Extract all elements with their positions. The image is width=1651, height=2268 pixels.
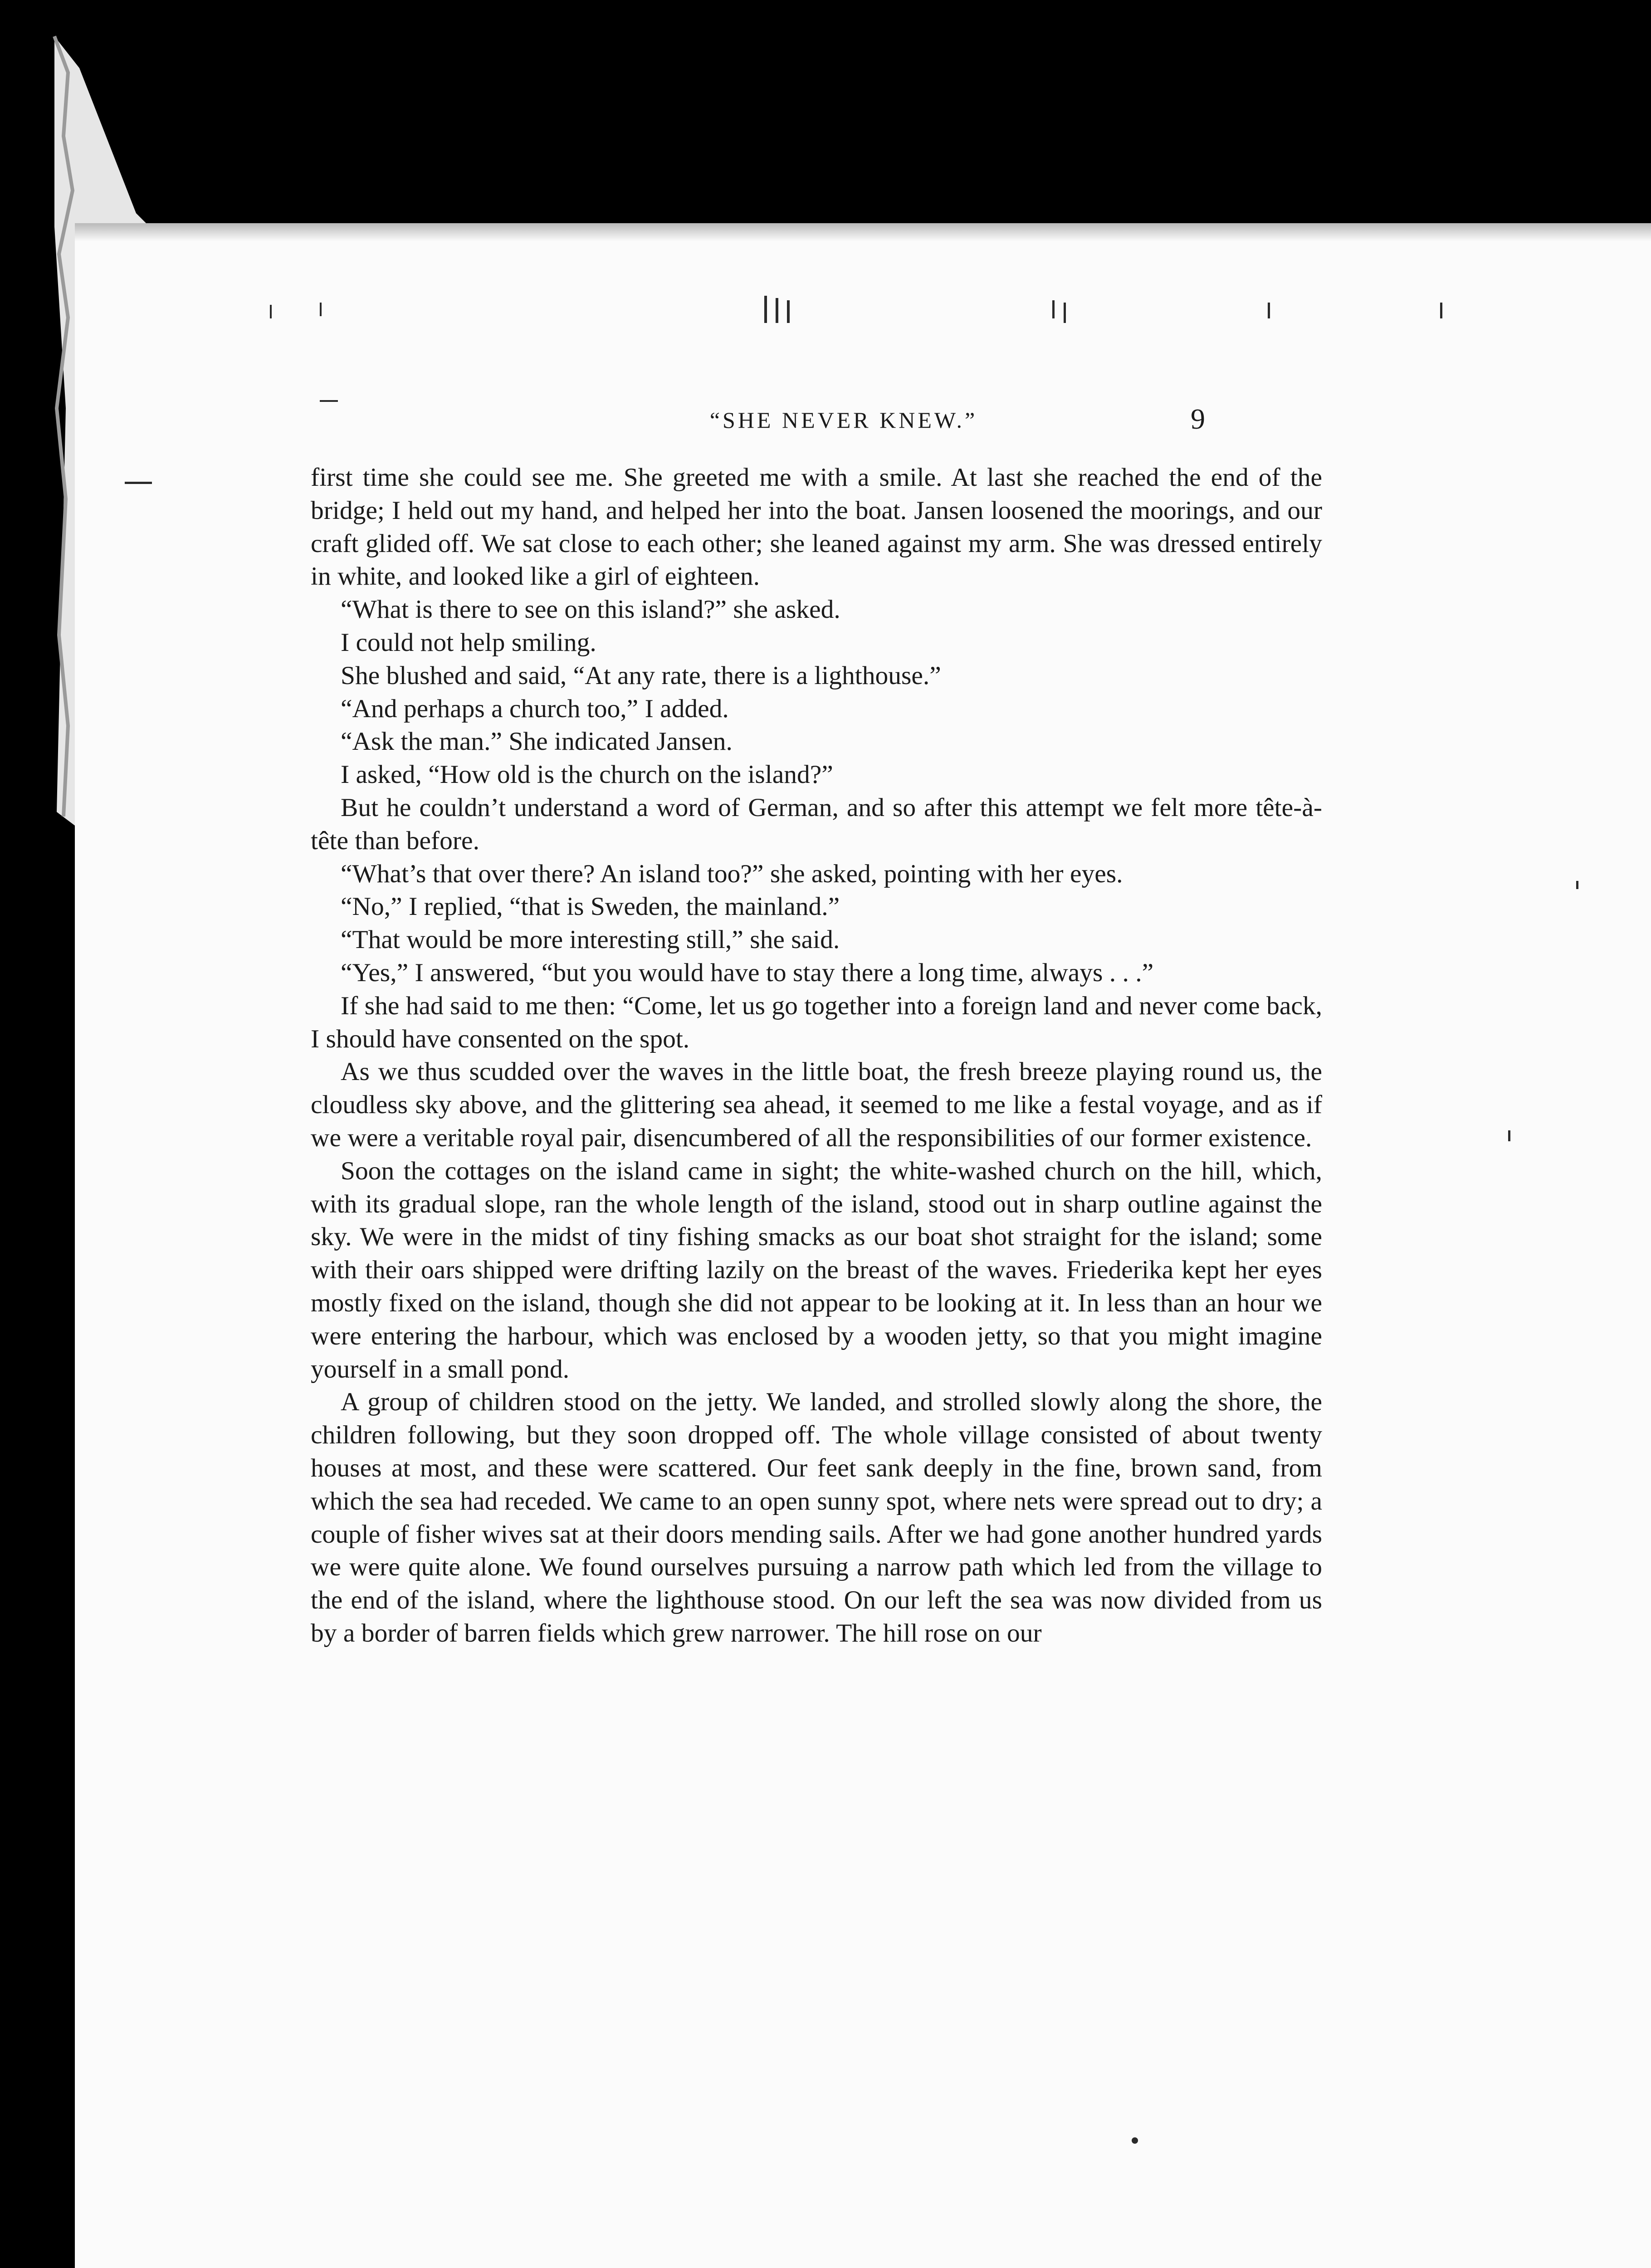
paragraph: “Yes,” I answered, “but you would have to stay there a long time, always . . .” — [341, 958, 1154, 987]
paragraph: As we thus scudded over the waves in the little boat, the fresh breeze playing round us, the cloudless sky above, and the glittering sea ahead, it seemed to me like a festal voyage, and as if we were a veritable royal pair, disencumbered of all the responsibilities of our former existence. — [311, 1057, 1322, 1152]
ink-speck — [1132, 2137, 1138, 2144]
book-page — [75, 223, 1651, 2268]
paragraph: If she had said to me then: “Come, let us go together into a foreign land and never come back, I should have consented on the spot. — [311, 991, 1322, 1053]
paragraph: Soon the cottages on the island came in sight; the white-washed church on the hill, which, with its gradual slope, ran the whole length of the island, stood out in sharp outline against the sky. We were in the midst of tiny fishing smacks as our boat shot straight for the island; some with their oars shipped were drifting lazily on the breast of the waves. Friederika kept her eyes mostly fixed on the island, though she did not appear to be looking at it. In less than an hour we were entering the harbour, which was enclosed by a wooden jetty, so that you might imagine yourself in a small pond. — [311, 1156, 1322, 1383]
paragraph: A group of children stood on the jetty. We landed, and strolled slowly along the shore, the children following, but they soon dropped off. The whole village consisted of about twenty houses at most, and these were scattered. Our feet sank deeply in the fine, brown sand, from which the sea had receded. We came to an open sunny spot, where nets were spread out to dry; a couple of fisher wives sat at their doors mending sails. After we had gone another hundred yards we were quite alone. We found ourselves pursuing a narrow path which led from the village to the end of the island, where the lighthouse stood. On our left the sea was now divided from us by a border of barren fields which grew narrower. The hill rose on our — [311, 1388, 1322, 1647]
paragraph: “What’s that over there? An island too?” she asked, pointing with her eyes. — [341, 859, 1123, 888]
page-number: 9 — [1191, 403, 1205, 435]
paragraph: I could not help smiling. — [341, 628, 596, 657]
paragraph: first time she could see me. She greeted me with a smile. At last she reached the end of the bridge; I held out my hand, and helped her into the boat. Jansen loosened the moorings, and our craft glided off. We sat close to each other; she leaned against my arm. She was dressed entirely in white, and looked like a girl of eighteen. — [311, 463, 1322, 591]
ink-speck — [1576, 881, 1578, 889]
paragraph: I asked, “How old is the church on the island?” — [341, 760, 833, 789]
ink-speck — [1508, 1130, 1510, 1141]
paragraph: But he couldn’t understand a word of German, and so after this attempt we felt more tête-à-tête than before. — [311, 793, 1322, 855]
paragraph: “And perhaps a church too,” I added. — [341, 694, 729, 723]
body-text — [311, 461, 1322, 1650]
paragraph: She blushed and said, “At any rate, there is a lighthouse.” — [341, 661, 941, 690]
paragraph: “Ask the man.” She indicated Jansen. — [341, 727, 733, 756]
paragraph: “That would be more interesting still,” she said. — [341, 925, 840, 954]
paragraph: “No,” I replied, “that is Sweden, the mainland.” — [341, 892, 840, 921]
running-head: “SHE NEVER KNEW.” — [709, 407, 978, 433]
paragraph: “What is there to see on this island?” she asked. — [341, 595, 840, 624]
